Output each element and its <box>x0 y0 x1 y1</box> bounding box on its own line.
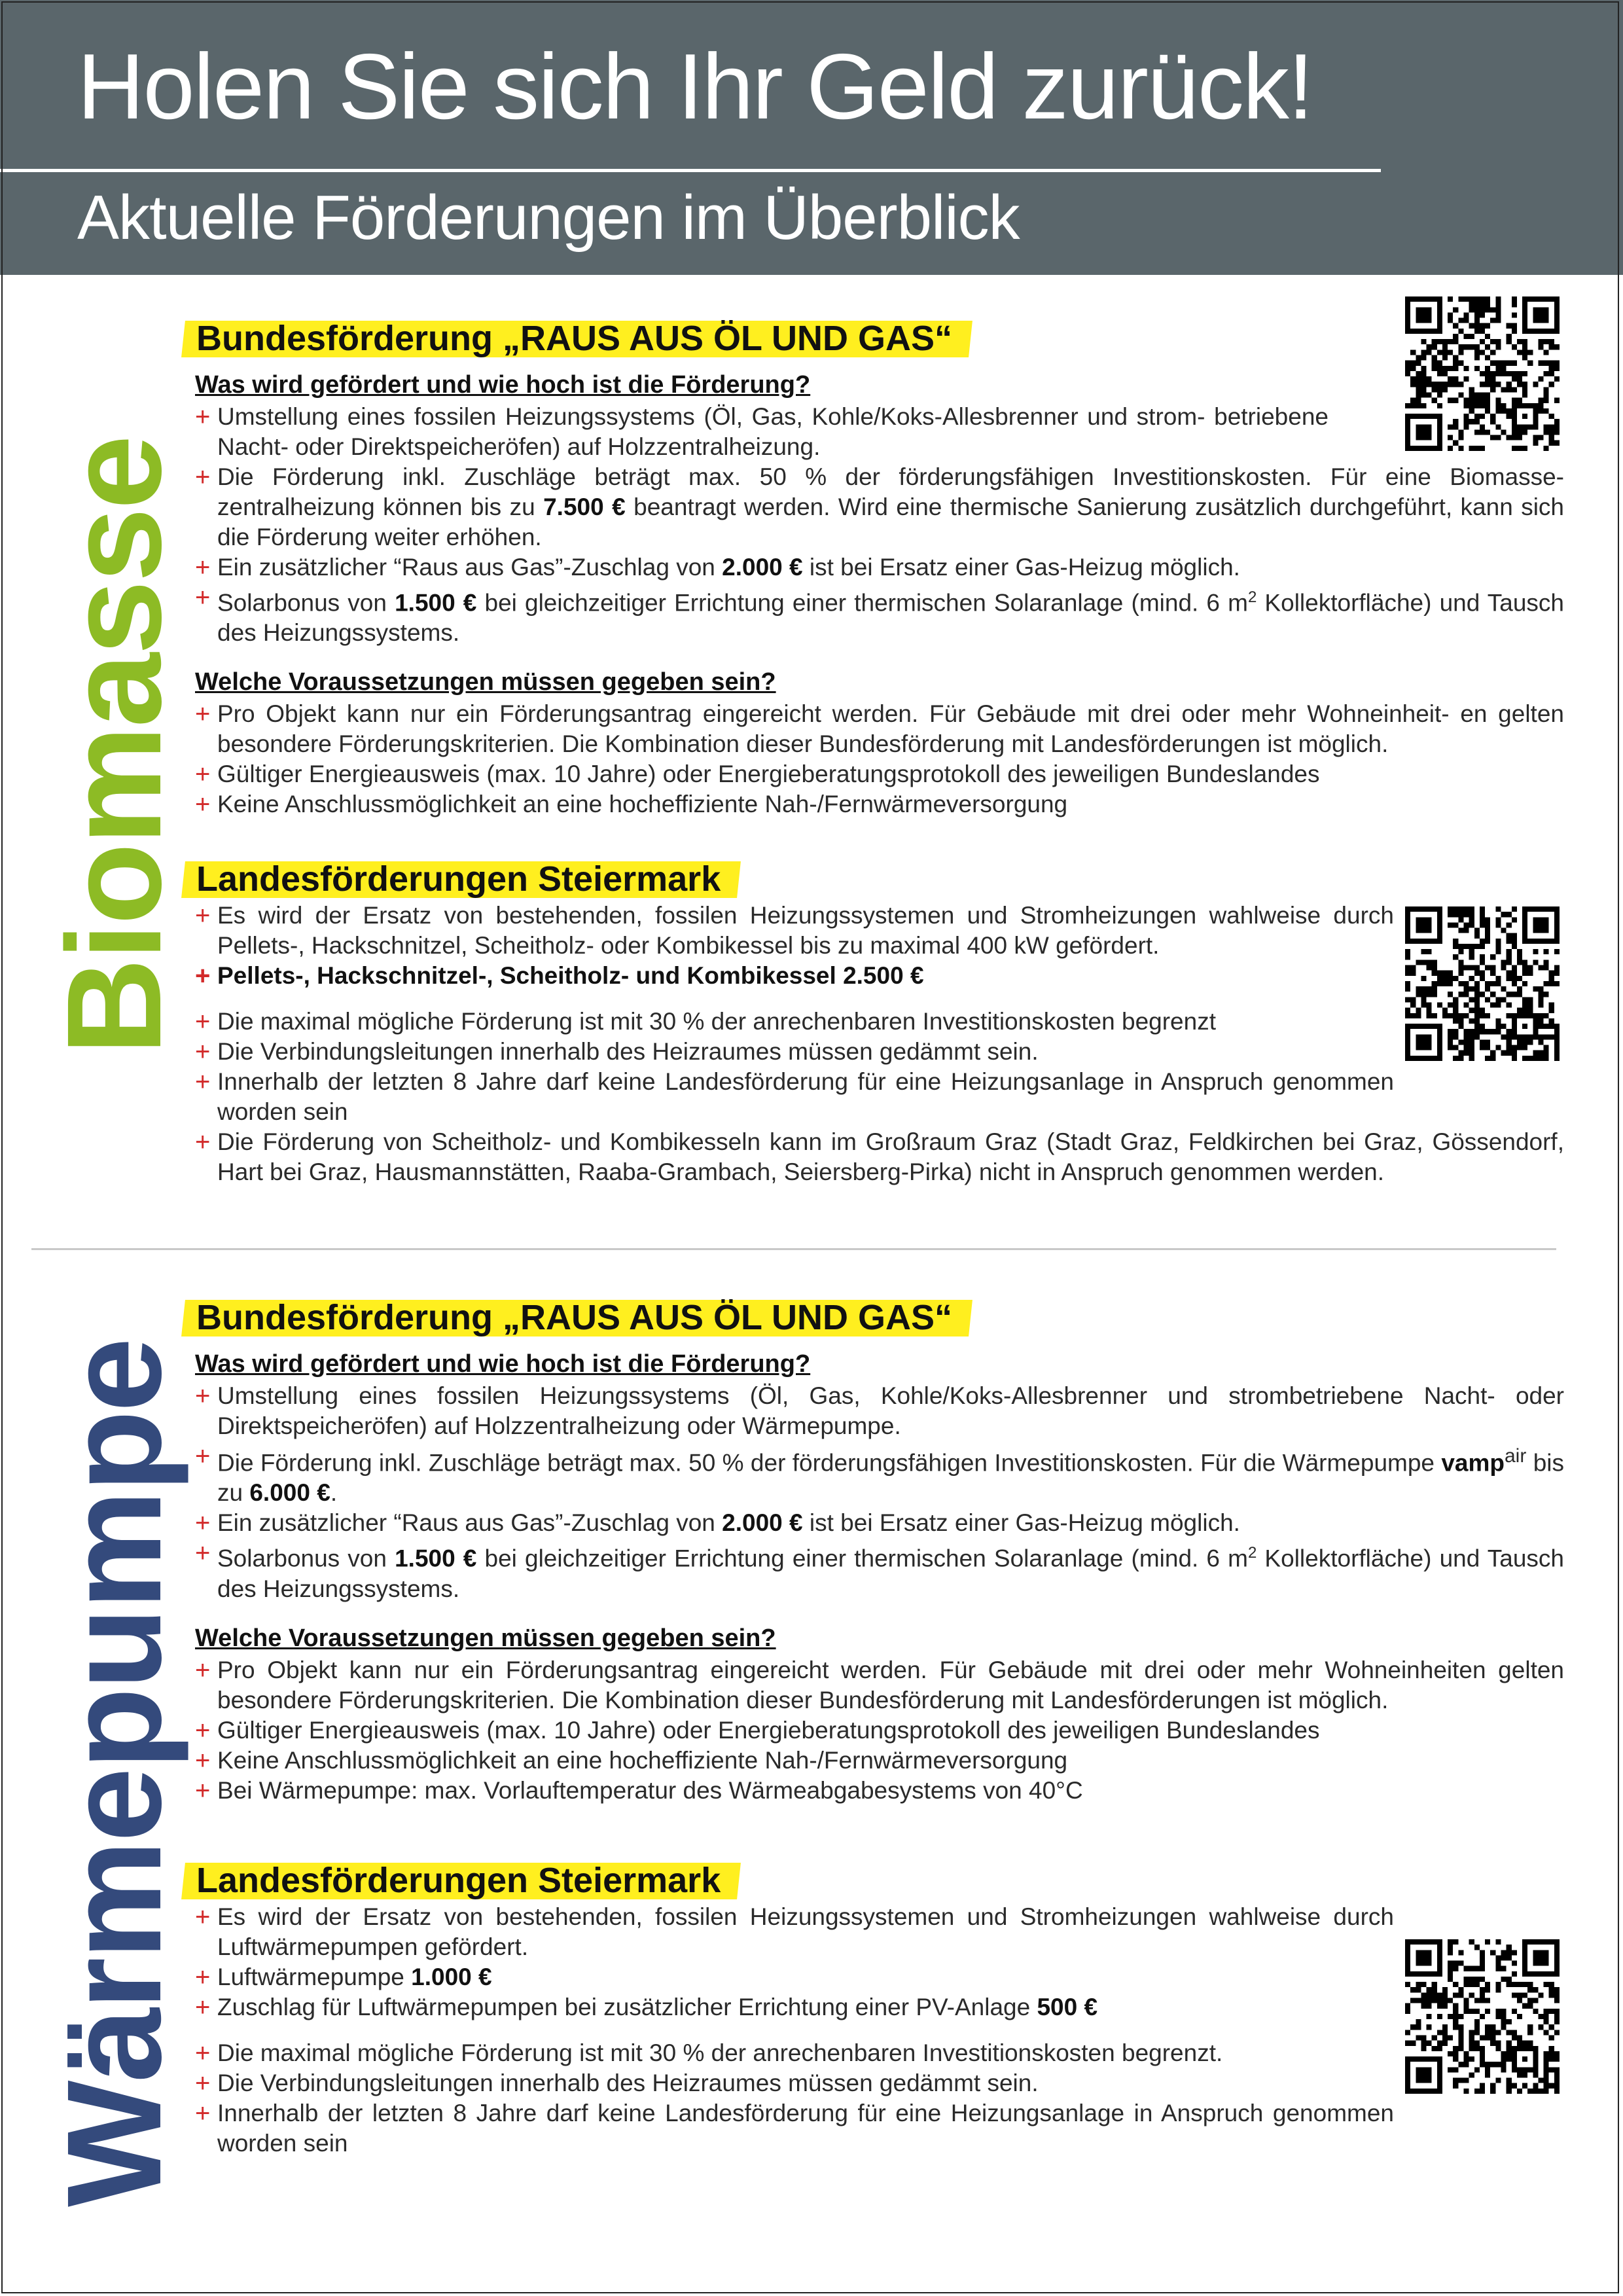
list-item: + Pro Objekt kann nur ein Förderungsantrag eingereicht werden. Für Gebäude mit drei oder mehr Wohneinheit- en gelten besondere Förderungskriterien. Die Kombination dieser Bundesförderung mit Landesförderungen ist möglich. <box>195 699 1564 759</box>
subheading-requirements: Welche Voraussetzungen müssen gegeben sein? <box>195 668 776 696</box>
list-item: + Die maximal mögliche Förderung ist mit 30 % der anrechenbaren Investitionskosten begrenzt. <box>195 2038 1564 2068</box>
list-item: + Ein zusätzlicher “Raus aus Gas”-Zuschlag von 2.000 € ist bei Ersatz einer Gas-Heizug möglich. <box>195 1508 1564 1538</box>
list-item: + Innerhalb der letzten 8 Jahre darf keine Landesförderung für eine Heizungsanlage in Anspruch genommen worden sein <box>195 2098 1564 2159</box>
list-item: + Bei Wärmepumpe: max. Vorlauftemperatur des Wärmeabgabesystems von 40°C <box>195 1776 1564 1806</box>
list-item: + Die Verbindungsleitungen innerhalb des Heizraumes müssen gedämmt sein. <box>195 1037 1564 1067</box>
list-item: + Luftwärmepumpe 1.000 € <box>195 1962 1564 1992</box>
list-item: + Pro Objekt kann nur ein Förderungsantrag eingereicht werden. Für Gebäude mit drei oder mehr Wohneinheiten gelten besondere Förderungskriterien. Die Kombination dieser Bundesförderung mit Landesförderungen ist möglich. <box>195 1655 1564 1715</box>
list-item: + Es wird der Ersatz von bestehenden, fossilen Heizungssystemen und Stromheizungen wahlweise durch Pellets-, Hackschnitzel, Scheitholz- oder Kombikessel bis zu maximal 400 kW gefördert. <box>195 901 1564 961</box>
land-list <box>195 1902 1564 2159</box>
requirement-list <box>195 699 1564 819</box>
section-heading: Landesförderungen Steiermark <box>195 857 736 901</box>
biomasse-land-section <box>195 857 1564 1187</box>
list-item: + Die Förderung von Scheitholz- und Kombikesseln kann im Großraum Graz (Stadt Graz, Feldkirchen bei Graz, Gössendorf, Hart bei Graz, Hausmannstätten, Raaba-Grambach, Seiersberg-Pirka) nicht in Anspruch genommen werden. <box>195 1127 1564 1187</box>
list-item: + Innerhalb der letzten 8 Jahre darf keine Landesförderung für eine Heizungsanlage in Anspruch genommen worden sein <box>195 1067 1564 1127</box>
section-heading: Bundesförderung „RAUS AUS ÖL UND GAS“ <box>195 1296 968 1339</box>
page-title: Holen Sie sich Ihr Geld zurück! <box>77 35 1313 139</box>
list-item: + Umstellung eines fossilen Heizungssystems (Öl, Gas, Kohle/Koks-Allesbrenner und strombetriebene Nacht- oder Direktspeicheröfen) auf Holzzentralheizung oder Wärmepumpe. <box>195 1381 1564 1441</box>
list-item: + Keine Anschlussmöglichkeit an eine hocheffiziente Nah-/Fernwärmeversorgung <box>195 789 1564 819</box>
list-item: + Die Verbindungsleitungen innerhalb des Heizraumes müssen gedämmt sein. <box>195 2068 1564 2098</box>
benefit-list <box>195 402 1564 648</box>
list-item: + Keine Anschlussmöglichkeit an eine hocheffiziente Nah-/Fernwärmeversorgung <box>195 1746 1564 1776</box>
requirement-list <box>195 1655 1564 1806</box>
list-item: + Die Förderung inkl. Zuschläge beträgt max. 50 % der förderungsfähigen Investitionskosten. Für eine Biomasse- zentralheizung können bis zu 7.500 € beantragt werden. Wird eine thermische Sanierung zusätzlich durchgeführt, kann sich die Förderung weiter erhöhen. <box>195 462 1564 552</box>
header-divider <box>0 169 1381 172</box>
waermepumpe-side-label: Wärmepumpe <box>39 1339 189 2207</box>
biomasse-bund-section <box>195 317 1564 819</box>
subheading-requirements: Welche Voraussetzungen müssen gegeben sein? <box>195 1624 776 1652</box>
land-list <box>195 901 1564 1187</box>
list-item: + Zuschlag für Luftwärmepumpen bei zusätzlicher Errichtung einer PV-Anlage 500 € <box>195 1992 1564 2022</box>
list-item: + Solarbonus von 1.500 € bei gleichzeitiger Errichtung einer thermischen Solaranlage (mind. 6 $m^2$ Kollektorfläche) und Tausch des Heizungssystems. <box>195 583 1564 648</box>
section-heading: Landesförderungen Steiermark <box>195 1859 736 1902</box>
page-subtitle: Aktuelle Förderungen im Überblick <box>77 183 1020 253</box>
list-item: + Gültiger Energieausweis (max. 10 Jahre) oder Energieberatungsprotokoll des jeweiligen Bundeslandes <box>195 1715 1564 1746</box>
waermepumpe-bund-section <box>195 1296 1564 1806</box>
list-item: + Ein zusätzlicher “Raus aus Gas”-Zuschlag von 2.000 € ist bei Ersatz einer Gas-Heizug möglich. <box>195 552 1564 583</box>
benefit-list <box>195 1381 1564 1604</box>
list-item: + Es wird der Ersatz von bestehenden, fossilen Heizungssystemen und Stromheizungen wahlweise durch Luftwärmepumpen gefördert. <box>195 1902 1564 1962</box>
section-divider <box>31 1248 1556 1250</box>
biomasse-side-label: Biomasse <box>39 437 189 1055</box>
list-item: + Umstellung eines fossilen Heizungssystems (Öl, Gas, Kohle/Koks-Allesbrenner und strom- betriebene Nacht- oder Direktspeicheröfen) auf Holzzentralheizung. <box>195 402 1564 462</box>
waermepumpe-land-section <box>195 1859 1564 2159</box>
subheading-what: Was wird gefördert und wie hoch ist die Förderung? <box>195 371 811 399</box>
list-item: + Gültiger Energieausweis (max. 10 Jahre) oder Energieberatungsprotokoll des jeweiligen Bundeslandes <box>195 759 1564 789</box>
page-header <box>0 0 1623 275</box>
list-item: + Die Förderung inkl. Zuschläge beträgt max. 50 % der förderungsfähigen Investitionskosten. Für die Wärmepumpe vamp$^{air}$ bis zu 6.000 €. <box>195 1441 1564 1508</box>
subheading-what: Was wird gefördert und wie hoch ist die Förderung? <box>195 1350 811 1378</box>
list-item: + Pellets-, Hackschnitzel-, Scheitholz- und Kombikessel 2.500 € <box>195 961 1564 991</box>
section-heading: Bundesförderung „RAUS AUS ÖL UND GAS“ <box>195 317 968 360</box>
list-item: + Solarbonus von 1.500 € bei gleichzeitiger Errichtung einer thermischen Solaranlage (mind. 6 $m^2$ Kollektorfläche) und Tausch des Heizungssystems. <box>195 1538 1564 1604</box>
list-item: + Die maximal mögliche Förderung ist mit 30 % der anrechenbaren Investitionskosten begrenzt <box>195 1007 1564 1037</box>
